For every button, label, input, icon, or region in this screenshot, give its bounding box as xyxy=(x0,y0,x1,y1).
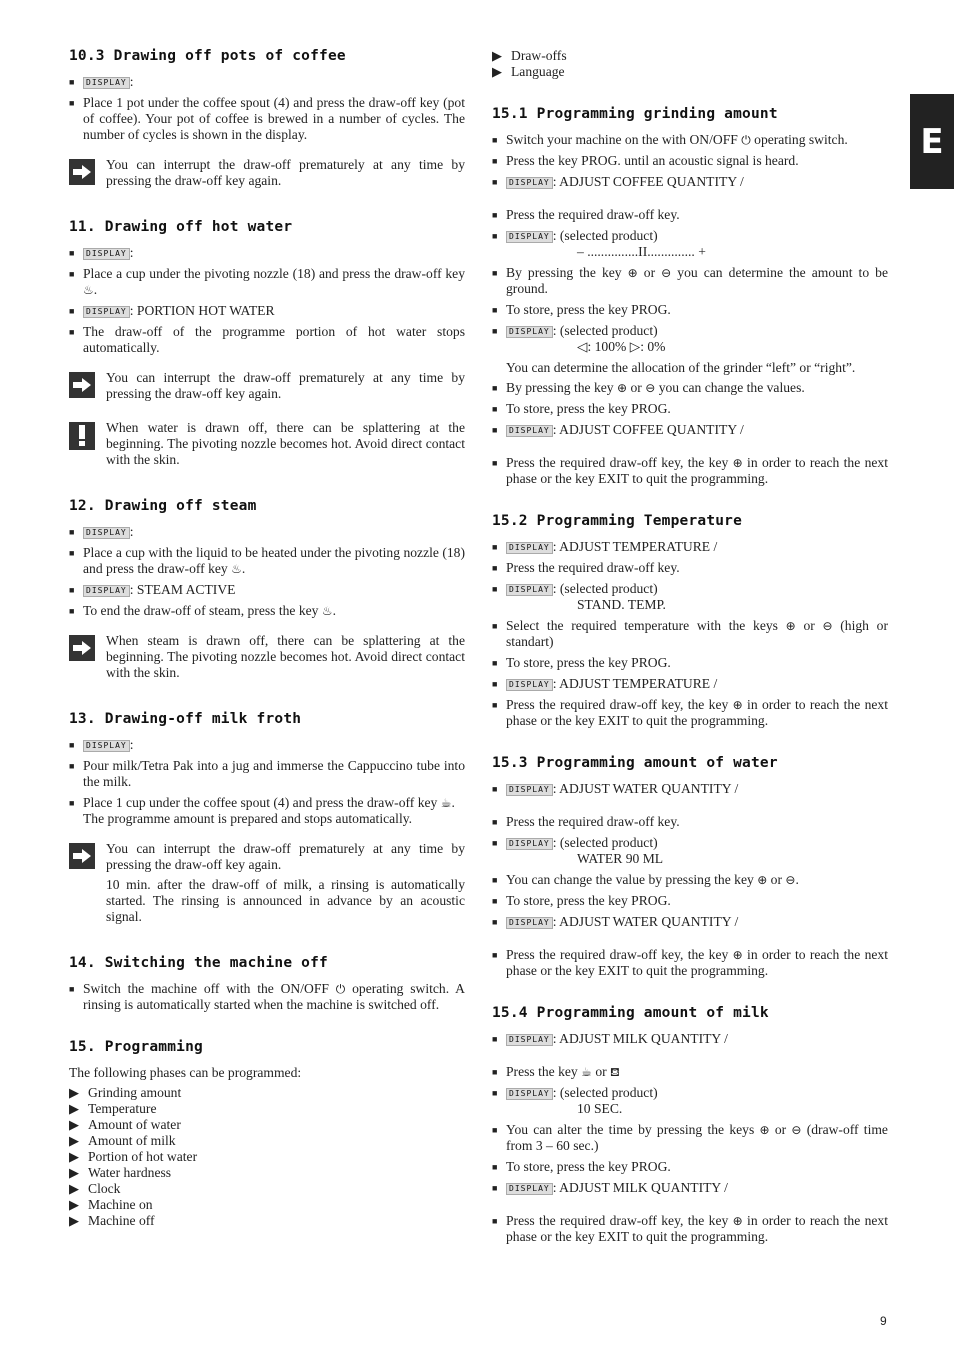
section-title: 14. Switching the machine off xyxy=(69,955,328,971)
display-icon: DISPLAY xyxy=(506,838,553,850)
list-item: ■ Press the key PROG. until an acoustic signal is heard. xyxy=(492,153,799,168)
list-item: ▶ Amount of water xyxy=(69,1117,181,1132)
list-item: ■ Switch your machine on the with ON/OFF ⏻ operating switch. xyxy=(492,132,848,147)
list-item: ■ DISPLAY : ADJUST WATER QUANTITY / xyxy=(492,914,739,929)
display-icon: DISPLAY xyxy=(506,425,553,437)
section-15-2 xyxy=(492,513,888,729)
section-title: 13. Drawing-off milk froth xyxy=(69,711,302,727)
list-item: ■ Press the required draw-off key, the key ⊕ in order to reach the next phase or the key EXIT to quit the programming. xyxy=(492,455,888,486)
list-item: ■ DISPLAY : ADJUST COFFEE QUANTITY / xyxy=(492,174,744,189)
list-item: ■ DISPLAY : ADJUST WATER QUANTITY / xyxy=(492,781,739,796)
language-tab: E xyxy=(910,94,954,189)
list-item: ■ Place 1 cup under the coffee spout (4) and press the draw-off key ☕. The programme amount is prepared and stops automatically. xyxy=(69,795,455,826)
minus-icon: ⊖ xyxy=(822,619,833,633)
list-item: ■ Press the required draw-off key, the key ⊕ in order to reach the next phase or the key EXIT to quit the programming. xyxy=(492,1213,888,1244)
list-item: ■ DISPLAY : (selected product) STAND. TEMP. xyxy=(492,581,666,612)
list-item: ■ DISPLAY : ADJUST MILK QUANTITY / xyxy=(492,1180,728,1195)
section-title: 15.1 Programming grinding amount xyxy=(492,106,778,122)
plus-icon: ⊕ xyxy=(617,381,628,395)
list-item: ■ To store, press the key PROG. xyxy=(492,655,671,670)
jug-icon: ⛾ xyxy=(610,1065,620,1079)
plus-icon: ⊕ xyxy=(732,1214,743,1228)
minus-icon: ⊖ xyxy=(661,266,672,280)
list-item: ■ The draw-off of the programme portion of hot water stops automatically. xyxy=(69,324,465,355)
phase-list-continued xyxy=(492,48,888,80)
exclamation-icon xyxy=(69,422,95,450)
list-item: ■ Place a cup with the liquid to be heated under the pivoting nozzle (18) and press the draw-off key ♨. xyxy=(69,545,465,576)
note-block: When steam is drawn off, there can be splattering at the beginning. The pivoting nozzle becomes hot. Avoid direct contact with the skin. xyxy=(69,633,465,685)
section-title: 15. Programming xyxy=(69,1039,203,1055)
display-icon: DISPLAY xyxy=(83,77,130,89)
minus-icon: ⊖ xyxy=(791,1123,802,1137)
display-icon: DISPLAY xyxy=(506,231,553,243)
right-column xyxy=(492,48,888,1271)
section-15-4 xyxy=(492,1005,888,1245)
phase-list xyxy=(69,1085,465,1229)
list-item: ■ By pressing the key ⊕ or ⊖ you can determine the amount to be ground. xyxy=(492,265,888,296)
plus-icon: ⊕ xyxy=(732,948,743,962)
note-block: You can interrupt the draw-off prematurely at any time by pressing the draw-off key again. xyxy=(69,370,465,406)
plus-icon: ⊕ xyxy=(732,456,743,470)
list-item: ■ To store, press the key PROG. xyxy=(492,302,671,317)
section-15-1: 15.1 Programming grinding amount ■ Switch your machine on the with ON/OFF ⏻ operating switch. ■ Press the key PROG. until an acoustic signal is heard. ■ DISPLAY : ADJUST COFFEE QUANTITY / ■ Press the required draw-off key. ■ DISPLAY : (selected product) – ...............II.............. + ■ By pressing the key ⊕ or ⊖ you can determine the amount to be ground. ■ To store, press the key PROG. ■ DISPLAY : (selected product) ◁: 100% ▷: 0% You can determine the allocation of the grinder “left” or “right”. ■ By pressing the key ⊕ or ⊖ you can change the values. ■ To store, press the key PROG. ■ DISPLAY : ADJUST COFFEE QUANTITY / ■ Press the required draw-off key, the key ⊕ in order to reach the next phase or the key EXIT to quit the programming. xyxy=(492,106,888,486)
list-item: ■ Switch the machine off with the ON/OFF ⏻ operating switch. A rinsing is automatically started when the machine is switched off. xyxy=(69,981,465,1012)
display-icon: DISPLAY xyxy=(506,917,553,929)
display-icon: DISPLAY xyxy=(506,1183,553,1195)
list-item: ■ Press the required draw-off key, the key ⊕ in order to reach the next phase or the key EXIT to quit the programming. xyxy=(492,947,888,978)
left-column xyxy=(69,48,465,1255)
display-icon: DISPLAY xyxy=(83,740,130,752)
list-item: ■ DISPLAY : ADJUST MILK QUANTITY / xyxy=(492,1031,728,1046)
display-icon: DISPLAY xyxy=(506,542,553,554)
section-12 xyxy=(69,498,465,685)
section-13 xyxy=(69,711,465,929)
section-title: 15.3 Programming amount of water xyxy=(492,755,778,771)
list-item: ▶ Grinding amount xyxy=(69,1085,182,1100)
section-title: 12. Drawing off steam xyxy=(69,498,257,514)
milk-cup-icon: ☕ xyxy=(440,796,452,810)
list-item: ■ DISPLAY : ADJUST TEMPERATURE / xyxy=(492,539,718,554)
list-item: ■ Place 1 pot under the coffee spout (4) and press the draw-off key (pot of coffee). Your pot of coffee is brewed in a number of cycles. The number of cycles is shown in the display. xyxy=(69,95,465,142)
list-item: ▶ Amount of milk xyxy=(69,1133,176,1148)
intro-text: The following phases can be programmed: xyxy=(69,1065,302,1080)
list-item: ■ DISPLAY : ADJUST COFFEE QUANTITY / xyxy=(492,422,744,437)
list-item: ■ You can alter the time by pressing the keys ⊕ or ⊖ (draw-off time from 3 – 60 sec.) xyxy=(492,1122,888,1153)
section-title: 15.2 Programming Temperature xyxy=(492,513,743,529)
display-icon: DISPLAY xyxy=(83,527,130,539)
list-item: ■ By pressing the key ⊕ or ⊖ you can change the values. xyxy=(492,380,805,395)
arrow-right-icon xyxy=(69,635,95,661)
list-item: ▶ Temperature xyxy=(69,1101,157,1116)
list-item: ■ DISPLAY : STEAM ACTIVE xyxy=(69,582,236,597)
list-item: ■ DISPLAY : xyxy=(69,74,134,89)
display-icon: DISPLAY xyxy=(506,177,553,189)
section-title: 11. Drawing off hot water xyxy=(69,219,293,235)
note-block: You can interrupt the draw-off prematurely at any time by pressing the draw-off key again. xyxy=(69,157,465,193)
arrow-right-icon xyxy=(69,843,95,869)
list-item: ■ To store, press the key PROG. xyxy=(492,401,671,416)
plus-icon: ⊕ xyxy=(627,266,638,280)
list-item: ▶ Clock xyxy=(69,1181,121,1196)
power-icon: ⏻ xyxy=(741,133,751,147)
warning-block: When water is drawn off, there can be splattering at the beginning. The pivoting nozzle becomes hot. Avoid direct contact with the skin. xyxy=(69,420,465,472)
list-item: ■ You can change the value by pressing the key ⊕ or ⊖. xyxy=(492,872,799,887)
list-item: ■ DISPLAY : (selected product) WATER 90 ML xyxy=(492,835,664,866)
plus-icon: ⊕ xyxy=(757,873,768,887)
list-item: ■ Press the required draw-off key. xyxy=(492,814,680,829)
plus-icon: ⊕ xyxy=(785,619,796,633)
plus-icon: ⊕ xyxy=(759,1123,770,1137)
list-item: ▶ Portion of hot water xyxy=(69,1149,198,1164)
list-item: ■ DISPLAY : (selected product) – ...............II.............. + xyxy=(492,228,706,259)
hot-water-icon: ♨ xyxy=(83,283,94,297)
section-10-3 xyxy=(69,48,465,193)
list-item: ■ Pour milk/Tetra Pak into a jug and immerse the Cappuccino tube into the milk. xyxy=(69,758,465,789)
list-item: ■ Press the required draw-off key, the key ⊕ in order to reach the next phase or the key EXIT to quit the programming. xyxy=(492,697,888,728)
list-item: ■ Select the required temperature with the keys ⊕ or ⊖ (high or standart) xyxy=(492,618,889,649)
list-item: ■ DISPLAY : (selected product) 10 SEC. xyxy=(492,1085,658,1116)
section-15-3 xyxy=(492,755,888,979)
steam-icon: ♨ xyxy=(231,562,242,576)
list-item: ▶ Draw-offs xyxy=(492,48,567,63)
section-11 xyxy=(69,219,465,472)
list-item: ■ DISPLAY : ADJUST TEMPERATURE / xyxy=(492,676,718,691)
power-icon: ⏻ xyxy=(335,982,346,996)
section-15 xyxy=(69,1039,465,1229)
steam-icon: ♨ xyxy=(321,604,333,618)
display-icon: DISPLAY xyxy=(506,584,553,596)
display-icon: DISPLAY xyxy=(506,326,553,338)
arrow-right-icon xyxy=(69,159,95,185)
note-block: You can interrupt the draw-off prematurely at any time by pressing the draw-off key again. 10 min. after the draw-off of milk, a rinsing is automatically started. The rinsing is announced in advance by an acoustic signal. xyxy=(69,841,465,929)
list-item: ▶ Machine on xyxy=(69,1197,153,1212)
minus-icon: ⊖ xyxy=(645,381,656,395)
list-item: ■ Press the required draw-off key. xyxy=(492,207,680,222)
list-item: ■ To store, press the key PROG. xyxy=(492,893,671,908)
list-item: ■ DISPLAY : xyxy=(69,524,134,539)
list-item: ■ Place a cup under the pivoting nozzle (18) and press the draw-off key ♨. xyxy=(69,266,465,297)
display-icon: DISPLAY xyxy=(506,784,553,796)
list-item: ■ DISPLAY : PORTION HOT WATER xyxy=(69,303,275,318)
list-item: ■ DISPLAY : xyxy=(69,245,134,260)
list-item: ▶ Language xyxy=(492,64,565,79)
list-item: ■ DISPLAY : xyxy=(69,737,134,752)
list-item: ■ Press the key ☕ or ⛾ xyxy=(492,1064,620,1079)
list-item: ■ To store, press the key PROG. xyxy=(492,1159,671,1174)
display-icon: DISPLAY xyxy=(83,306,130,318)
minus-icon: ⊖ xyxy=(785,873,796,887)
section-title: 10.3 Drawing off pots of coffee xyxy=(69,48,346,64)
list-item: ■ To end the draw-off of steam, press the key ♨. xyxy=(69,603,337,618)
page-number: 9 xyxy=(880,1314,887,1328)
display-icon: DISPLAY xyxy=(83,248,130,260)
milk-cup-icon: ☕ xyxy=(581,1065,592,1079)
display-icon: DISPLAY xyxy=(506,679,553,691)
plus-icon: ⊕ xyxy=(732,698,743,712)
section-title: 15.4 Programming amount of milk xyxy=(492,1005,769,1021)
display-icon: DISPLAY xyxy=(506,1034,553,1046)
section-14 xyxy=(69,955,465,1013)
arrow-right-icon xyxy=(69,372,95,398)
list-item: ■ Press the required draw-off key. xyxy=(492,560,680,575)
display-icon: DISPLAY xyxy=(83,585,130,597)
list-item: ▶ Machine off xyxy=(69,1213,155,1228)
list-item: ■ DISPLAY : (selected product) ◁: 100% ▷: 0% xyxy=(492,323,666,354)
list-item: ▶ Water hardness xyxy=(69,1165,172,1180)
display-icon: DISPLAY xyxy=(506,1088,553,1100)
